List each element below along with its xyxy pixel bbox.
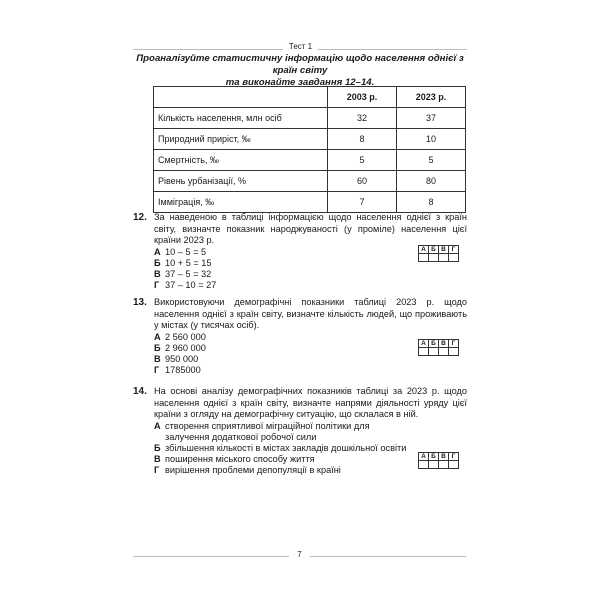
answer-grid-header (419, 246, 459, 254)
answer-letter: Г (449, 340, 459, 348)
option-text: 1785000 (165, 364, 201, 375)
table-row (154, 108, 466, 129)
option-text: 10 + 5 = 15 (165, 257, 212, 268)
answer-letter: Г (449, 453, 459, 461)
option-letter: А (154, 246, 161, 257)
question-number: 13. (133, 297, 147, 308)
question-12 (133, 212, 467, 291)
table-row (154, 192, 466, 213)
option-letter: Г (154, 464, 160, 475)
question-number: 14. (133, 386, 147, 397)
value-2003: 8 (328, 129, 397, 150)
answer-box-d[interactable] (449, 461, 459, 469)
answer-letter: А (419, 340, 429, 348)
value-2003: 7 (328, 192, 397, 213)
answer-grid-14 (418, 452, 459, 469)
row-label: Кількість населення, млн осіб (154, 108, 328, 129)
answer-box-c[interactable] (439, 461, 449, 469)
answer-grid-boxes (419, 254, 459, 262)
table-header-2023: 2023 р. (397, 87, 466, 108)
answer-box-a[interactable] (419, 461, 429, 469)
value-2023: 5 (397, 150, 466, 171)
answer-letter: В (439, 453, 449, 461)
intro-instruction (133, 53, 467, 89)
answer-grid-12 (418, 245, 459, 262)
option-text: 2 960 000 (165, 342, 206, 353)
option-text: 2 560 000 (165, 331, 206, 342)
answer-grid-boxes (419, 461, 459, 469)
option-letter: Б (154, 442, 161, 453)
answer-letter: Б (429, 453, 439, 461)
answer-letter: А (419, 453, 429, 461)
answer-box-c[interactable] (439, 254, 449, 262)
answer-box-b[interactable] (429, 461, 439, 469)
value-2003: 32 (328, 108, 397, 129)
header-rule-left (133, 49, 283, 50)
row-label: Смертність, ‰ (154, 150, 328, 171)
answer-box-d[interactable] (449, 348, 459, 356)
value-2023: 8 (397, 192, 466, 213)
value-2023: 10 (397, 129, 466, 150)
option-c[interactable] (154, 269, 467, 280)
option-text: вирішення проблеми депопуляції в країні (165, 464, 341, 475)
option-a[interactable] (154, 421, 467, 443)
option-letter: Б (154, 342, 161, 353)
option-text: 37 – 10 = 27 (165, 279, 217, 290)
statistics-table (153, 86, 466, 213)
question-14 (133, 386, 467, 476)
table-header-row (154, 87, 466, 108)
answer-grid-boxes (419, 348, 459, 356)
option-text: 37 – 5 = 32 (165, 268, 212, 279)
table-row (154, 129, 466, 150)
answer-letter: В (439, 340, 449, 348)
footer-rule-left (133, 556, 289, 557)
option-letter: В (154, 268, 161, 279)
value-2003: 5 (328, 150, 397, 171)
option-text: поширення міського способу життя (165, 453, 315, 464)
option-text: створення сприятливої міграційної політики для залучення додаткової робочої сили (165, 420, 370, 442)
option-d[interactable] (154, 365, 467, 376)
option-text: збільшення кількості в містах закладів дошкільної освіти (165, 442, 407, 453)
option-letter: Г (154, 364, 160, 375)
answer-letter: А (419, 246, 429, 254)
answer-box-c[interactable] (439, 348, 449, 356)
row-label: Природний приріст, ‰ (154, 129, 328, 150)
value-2023: 80 (397, 171, 466, 192)
option-letter: В (154, 353, 161, 364)
answer-box-b[interactable] (429, 254, 439, 262)
intro-line-1: Проаналізуйте статистичну інформацію щодо населення однієї з країн світу (136, 53, 464, 76)
option-d[interactable] (154, 280, 467, 291)
option-letter: А (154, 331, 161, 342)
answer-letter: В (439, 246, 449, 254)
answer-letter: Г (449, 246, 459, 254)
answer-grid-13 (418, 339, 459, 356)
table-row (154, 171, 466, 192)
answer-letter: Б (429, 246, 439, 254)
value-2003: 60 (328, 171, 397, 192)
header-rule-right (318, 49, 467, 50)
page-number: 7 (297, 550, 302, 559)
table-header-2003: 2003 р. (328, 87, 397, 108)
answer-box-b[interactable] (429, 348, 439, 356)
table-row (154, 150, 466, 171)
question-text: На основі аналізу демографічних показників таблиці за 2023 р. щодо населення однієї з країн світу, визначте напрями діяльності уряду цієї країни з огляду на демографічну ситуацію, що склалася в ній. (154, 386, 467, 419)
table-header-empty (154, 87, 328, 108)
answer-box-d[interactable] (449, 254, 459, 262)
answer-grid-header (419, 340, 459, 348)
row-label: Рівень урбанізації, % (154, 171, 328, 192)
option-letter: Б (154, 257, 161, 268)
option-letter: В (154, 453, 161, 464)
answer-box-a[interactable] (419, 348, 429, 356)
answer-letter: Б (429, 340, 439, 348)
answer-box-a[interactable] (419, 254, 429, 262)
question-text: Використовуючи демографічні показники таблиці 2023 р. щодо населення однієї з країн світу, визначте кількість людей, що проживають у містах (у тисячах осіб). (154, 297, 467, 330)
value-2023: 37 (397, 108, 466, 129)
question-13 (133, 297, 467, 376)
question-number: 12. (133, 212, 147, 223)
option-letter: А (154, 420, 161, 431)
option-text: 10 – 5 = 5 (165, 246, 207, 257)
test-label: Тест 1 (288, 42, 313, 51)
question-text: За наведеною в таблиці інформацією щодо населення однієї з країн світу, визначте показник народжуваності (у проміле) населення цієї країни 2023 р. (154, 212, 467, 245)
option-text: 950 000 (165, 353, 199, 364)
row-label: Імміграція, ‰ (154, 192, 328, 213)
footer-rule-right (310, 556, 466, 557)
answer-grid-header (419, 453, 459, 461)
intro-line-2: та виконайте завдання 12–14. (225, 77, 375, 88)
option-letter: Г (154, 279, 160, 290)
